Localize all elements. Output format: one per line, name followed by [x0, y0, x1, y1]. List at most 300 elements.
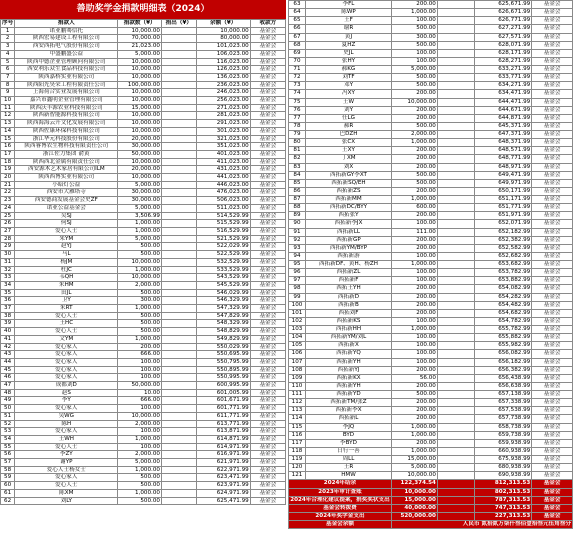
- recipient-cell: 基金会: [532, 74, 573, 82]
- donor-cell: 爱心人士: [15, 227, 118, 235]
- summary-balance-cell: 227,313.53: [475, 512, 532, 520]
- balance-cell: 80,000.00: [196, 35, 250, 43]
- donor-cell: 爱心家人: [15, 474, 118, 482]
- recipient-cell: 基金会: [532, 98, 573, 106]
- paid-out-cell: [437, 374, 475, 382]
- amount-cell: 200.00: [391, 301, 437, 309]
- recipient-cell: 基金会: [532, 431, 573, 439]
- recipient-cell: 基金会: [250, 127, 285, 135]
- recipient-cell: 基金会: [532, 139, 573, 147]
- donor-cell: 西拓新GY李XT: [305, 171, 391, 179]
- recipient-cell: 基金会: [250, 489, 285, 497]
- index-cell: 38: [1, 312, 15, 320]
- balance-cell: 533,529.99: [196, 266, 250, 274]
- paid-out-cell: [161, 374, 196, 382]
- donor-cell: 夏HZ: [305, 41, 391, 49]
- recipient-cell: 基金会: [250, 497, 285, 505]
- amount-cell: 100.00: [118, 358, 162, 366]
- paid-out-cell: [161, 135, 196, 143]
- paid-out-cell: [161, 497, 196, 505]
- summary-recipient-cell: 基金会: [532, 496, 573, 504]
- index-cell: 36: [1, 297, 15, 305]
- amount-cell: 1,000.00: [391, 139, 437, 147]
- index-cell: 32: [1, 266, 15, 274]
- amount-cell: 5,000.00: [118, 235, 162, 243]
- balance-cell: 291,023.00: [196, 120, 250, 128]
- index-cell: 118: [289, 447, 306, 455]
- amount-cell: 5,000.00: [118, 181, 162, 189]
- recipient-cell: 基金会: [250, 181, 285, 189]
- paid-out-cell: [437, 196, 475, 204]
- donor-cell: 西拓新X: [305, 342, 391, 350]
- amount-cell: 21,023.00: [118, 43, 162, 51]
- balance-cell: 690,938.99: [475, 472, 532, 480]
- index-cell: 22: [1, 189, 15, 197]
- donor-cell: 陕西中德企业管理顾问有限公司: [15, 58, 118, 66]
- recipient-cell: 基金会: [532, 33, 573, 41]
- index-cell: 57: [1, 459, 15, 467]
- balance-cell: 655,882.99: [475, 334, 532, 342]
- index-cell: 60: [1, 482, 15, 490]
- donor-cell: 日行一善: [305, 447, 391, 455]
- table-row: [1, 366, 286, 374]
- recipient-cell: 基金会: [532, 472, 573, 480]
- index-cell: 47: [1, 382, 15, 390]
- table-row: [289, 261, 573, 269]
- table-row: [289, 252, 573, 260]
- donor-cell: 浙江华元科技股份有限公司: [15, 135, 118, 143]
- paid-out-cell: [161, 420, 196, 428]
- recipient-cell: 基金会: [250, 466, 285, 474]
- table-row: [289, 41, 573, 49]
- paid-out-cell: [437, 277, 475, 285]
- col-header-amount: 捐款数（¥）: [118, 20, 162, 28]
- index-cell: 87: [289, 196, 306, 204]
- index-cell: 108: [289, 366, 306, 374]
- table-row: [1, 158, 286, 166]
- donor-cell: 刘X: [305, 163, 391, 171]
- table-row: [1, 120, 286, 128]
- paid-out-cell: [161, 58, 196, 66]
- table-row: [289, 342, 573, 350]
- donor-cell: 周LL: [305, 456, 391, 464]
- balance-cell: 648,971.99: [475, 163, 532, 171]
- donor-cell: 爱心人士杨女士: [15, 466, 118, 474]
- recipient-cell: 基金会: [250, 312, 285, 320]
- table-row: [1, 89, 286, 97]
- paid-out-cell: [437, 106, 475, 114]
- summary-label-cell: 2023年审计查账: [289, 488, 392, 496]
- paid-out-cell: [437, 423, 475, 431]
- recipient-cell: 基金会: [532, 49, 573, 57]
- balance-cell: 653,682.99: [475, 261, 532, 269]
- balance-cell: 648,371.99: [475, 139, 532, 147]
- balance-cell: 647,371.99: [475, 131, 532, 139]
- recipient-cell: 基金会: [250, 112, 285, 120]
- index-cell: 55: [1, 443, 15, 451]
- donor-cell: 王XY: [305, 147, 391, 155]
- table-row: [1, 482, 286, 490]
- paid-out-cell: [437, 9, 475, 17]
- paid-out-cell: [161, 328, 196, 336]
- summary-label-cell: 2024年合理化建议提案，捐奖奖状支出: [290, 496, 390, 503]
- recipient-cell: 基金会: [250, 235, 285, 243]
- summary-label-cell: 2024年结余: [289, 480, 392, 488]
- recipient-cell: 基金会: [532, 90, 573, 98]
- donor-cell: 爱心家人: [15, 374, 118, 382]
- balance-cell: 613,771.99: [196, 420, 250, 428]
- amount-cell: 500.00: [391, 25, 437, 33]
- donor-cell: 王F: [305, 17, 391, 25]
- amount-cell: 1,000.00: [391, 261, 437, 269]
- paid-out-cell: [161, 189, 196, 197]
- table-row: [289, 90, 573, 98]
- donor-cell: 邓Y: [305, 82, 391, 90]
- table-row: [289, 114, 573, 122]
- donor-cell: 李FL: [305, 1, 391, 9]
- balance-cell: 648,571.99: [475, 147, 532, 155]
- index-cell: 89: [289, 212, 306, 220]
- summary-row: [289, 504, 573, 512]
- donor-cell: 刘Y: [305, 106, 391, 114]
- balance-cell: 548,829.99: [196, 328, 250, 336]
- recipient-cell: 基金会: [532, 155, 573, 163]
- table-row: [289, 382, 573, 390]
- donor-cell: 田JL: [15, 289, 118, 297]
- table-row: [1, 35, 286, 43]
- amount-cell: 666.00: [118, 397, 162, 405]
- index-cell: 3: [1, 43, 15, 51]
- donor-cell: 西拓新ZL: [305, 269, 391, 277]
- index-cell: 50: [1, 405, 15, 413]
- index-cell: 46: [1, 374, 15, 382]
- paid-out-cell: [437, 447, 475, 455]
- paid-out-cell: [161, 181, 196, 189]
- recipient-cell: 基金会: [532, 25, 573, 33]
- donor-cell: 朱RT: [15, 305, 118, 313]
- paid-out-cell: [437, 90, 475, 98]
- donor-cell: 陕西阳光昊荣工程有限责任公司: [15, 81, 118, 89]
- table-row: [1, 358, 286, 366]
- paid-out-cell: [161, 104, 196, 112]
- donor-cell: 陈H: [15, 420, 118, 428]
- recipient-cell: 基金会: [532, 236, 573, 244]
- index-cell: 74: [289, 90, 306, 98]
- balance-cell: 136,023.00: [196, 73, 250, 81]
- recipient-cell: 基金会: [250, 382, 285, 390]
- amount-cell: 10.00: [118, 389, 162, 397]
- amount-cell: 1,000.00: [118, 466, 162, 474]
- donor-cell: 西拓新L: [305, 415, 391, 423]
- recipient-cell: 基金会: [532, 66, 573, 74]
- donor-cell: 西拓新李X: [305, 407, 391, 415]
- balance-cell: 654,782.99: [475, 317, 532, 325]
- amount-cell: 200.00: [391, 106, 437, 114]
- table-row: [1, 343, 286, 351]
- donor-cell: 西拓新ZS: [305, 187, 391, 195]
- table-row: [289, 131, 573, 139]
- recipient-cell: 基金会: [250, 204, 285, 212]
- balance-cell: 626,671.99: [475, 9, 532, 17]
- table-row: [1, 266, 286, 274]
- recipient-cell: 基金会: [532, 350, 573, 358]
- summary-label-cell: 基金会余额: [289, 521, 392, 529]
- table-row: [289, 309, 573, 317]
- donor-cell: 西拓新TM/张Z: [305, 399, 391, 407]
- recipient-cell: 基金会: [532, 220, 573, 228]
- table-row: [289, 301, 573, 309]
- table-row: [289, 334, 573, 342]
- index-cell: 63: [289, 1, 306, 9]
- paid-out-cell: [161, 66, 196, 74]
- index-cell: 25: [1, 212, 15, 220]
- recipient-cell: 基金会: [532, 204, 573, 212]
- recipient-cell: 基金会: [532, 269, 573, 277]
- donor-cell: 成都刘D: [15, 382, 118, 390]
- balance-cell: 511,023.00: [196, 204, 250, 212]
- paid-out-cell: [161, 204, 196, 212]
- table-row: [1, 251, 286, 259]
- summary-amount-cell: 40,000.00: [391, 504, 437, 512]
- table-row: [289, 326, 573, 334]
- balance-cell: 616,971.99: [196, 451, 250, 459]
- paid-out-cell: [437, 366, 475, 374]
- donor-cell: 赵YJ: [15, 243, 118, 251]
- index-cell: 106: [289, 350, 306, 358]
- index-cell: 109: [289, 374, 306, 382]
- paid-out-cell: [437, 399, 475, 407]
- table-row: [1, 181, 286, 189]
- balance-cell: 656,382.99: [475, 366, 532, 374]
- amount-cell: 100.00: [118, 405, 162, 413]
- paid-out-cell: [437, 98, 475, 106]
- recipient-cell: 基金会: [250, 297, 285, 305]
- recipient-cell: 基金会: [250, 482, 285, 490]
- balance-cell: 600,995.99: [196, 382, 250, 390]
- balance-cell: 627,571.99: [475, 33, 532, 41]
- recipient-cell: 基金会: [532, 57, 573, 65]
- paid-out-cell: [437, 236, 475, 244]
- balance-cell: 649,471.99: [475, 171, 532, 179]
- paid-out-cell: [437, 17, 475, 25]
- table-row: [289, 17, 573, 25]
- paid-out-cell: [161, 459, 196, 467]
- paid-out-cell: [437, 415, 475, 423]
- paid-out-cell: [437, 25, 475, 33]
- table-row: [1, 428, 286, 436]
- amount-cell: 1,000.00: [391, 9, 437, 17]
- balance-cell: 126,023.00: [196, 66, 250, 74]
- recipient-cell: 基金会: [250, 166, 285, 174]
- index-cell: 100: [289, 301, 306, 309]
- amount-cell: 1,000.00: [118, 220, 162, 228]
- table-row: [289, 472, 573, 480]
- summary-row: [289, 480, 573, 488]
- index-cell: 102: [289, 317, 306, 325]
- balance-cell: 654,482.99: [475, 301, 532, 309]
- recipient-cell: 基金会: [532, 456, 573, 464]
- index-cell: 58: [1, 466, 15, 474]
- index-cell: 119: [289, 456, 306, 464]
- donor-cell: 巴DZH: [305, 131, 391, 139]
- index-cell: 86: [289, 187, 306, 195]
- donor-cell: 西拓新YD: [305, 391, 391, 399]
- amount-cell: 5,000.00: [391, 464, 437, 472]
- table-row: [289, 33, 573, 41]
- summary-recipient-cell: 基金会: [532, 504, 573, 512]
- amount-cell: 200.00: [391, 407, 437, 415]
- balance-cell: 623,471.99: [196, 474, 250, 482]
- balance-cell: 657,338.99: [475, 399, 532, 407]
- paid-out-cell: [437, 1, 475, 9]
- donor-cell: 西拓新HH: [305, 326, 391, 334]
- donor-cell: 刘TF: [305, 74, 391, 82]
- recipient-cell: 基金会: [532, 171, 573, 179]
- balance-cell: 271,023.00: [196, 104, 250, 112]
- donor-cell: 爱心人士: [15, 443, 118, 451]
- amount-cell: 100.00: [391, 342, 437, 350]
- summary-note-cell: 人民币 贰拾贰万柒仟叁佰壹拾叁元伍角叁分: [391, 521, 572, 529]
- table-row: [289, 1, 573, 9]
- index-cell: 49: [1, 397, 15, 405]
- index-cell: 81: [289, 147, 306, 155]
- index-cell: 79: [289, 131, 306, 139]
- paid-out-cell: [437, 301, 475, 309]
- paid-out-cell: [437, 472, 475, 480]
- amount-cell: 500.00: [391, 41, 437, 49]
- recipient-cell: 基金会: [250, 389, 285, 397]
- balance-cell: 101,023.00: [196, 43, 250, 51]
- balance-cell: 660,938.99: [475, 447, 532, 455]
- paid-out-cell: [437, 131, 475, 139]
- amount-cell: 300.00: [118, 297, 162, 305]
- recipient-cell: 基金会: [532, 334, 573, 342]
- amount-cell: 200.00: [391, 415, 437, 423]
- amount-cell: 200.00: [391, 114, 437, 122]
- index-cell: 29: [1, 243, 15, 251]
- balance-cell: 656,182.99: [475, 358, 532, 366]
- balance-cell: 654,082.99: [475, 285, 532, 293]
- index-cell: 69: [289, 49, 306, 57]
- balance-cell: 659,938.99: [475, 439, 532, 447]
- table-row: [1, 435, 286, 443]
- amount-cell: 100.00: [391, 277, 437, 285]
- donor-cell: 西拓新MM: [305, 196, 391, 204]
- amount-cell: 500.00: [118, 243, 162, 251]
- paid-out-cell: [437, 82, 475, 90]
- paid-out-cell: [437, 74, 475, 82]
- balance-cell: 648,771.99: [475, 155, 532, 163]
- table-row: [1, 127, 286, 135]
- donor-cell: 陕西海海云升文化发展有限公司: [15, 120, 118, 128]
- col-header-donor: 捐款人: [15, 20, 118, 28]
- index-cell: 27: [1, 227, 15, 235]
- table-row: [1, 374, 286, 382]
- amount-cell: 10,000.00: [118, 158, 162, 166]
- paid-out-cell: [161, 97, 196, 105]
- paid-out-cell: [161, 305, 196, 313]
- summary-recipient-cell: 基金会: [532, 488, 573, 496]
- donor-cell: 冯XY: [305, 90, 391, 98]
- amount-cell: 10,000.00: [118, 58, 162, 66]
- amount-cell: 500.00: [391, 122, 437, 130]
- balance-cell: 549,829.99: [196, 335, 250, 343]
- table-row: [289, 204, 573, 212]
- amount-cell: 200.00: [391, 1, 437, 9]
- donor-cell: 刘LY: [15, 497, 118, 505]
- amount-cell: 100.00: [391, 334, 437, 342]
- recipient-cell: 基金会: [250, 243, 285, 251]
- table-row: [1, 397, 286, 405]
- index-cell: 115: [289, 423, 306, 431]
- paid-out-cell: [161, 397, 196, 405]
- sheet-title: 善助奖学金捐款明细表（2024）: [0, 0, 286, 19]
- summary-balance-cell: 812,313.53: [475, 480, 532, 488]
- paid-out-cell: [437, 269, 475, 277]
- table-row: [1, 81, 286, 89]
- amount-cell: 200.00: [391, 309, 437, 317]
- index-cell: 4: [1, 50, 15, 58]
- index-cell: 114: [289, 415, 306, 423]
- paid-out-cell: [161, 89, 196, 97]
- recipient-cell: 基金会: [532, 423, 573, 431]
- amount-cell: 15,000.00: [391, 456, 437, 464]
- donor-cell: 西拓新B: [305, 301, 391, 309]
- paid-out-cell: [161, 258, 196, 266]
- amount-cell: 200.00: [391, 147, 437, 155]
- balance-cell: 321,023.00: [196, 135, 250, 143]
- recipient-cell: 基金会: [532, 252, 573, 260]
- table-row: [289, 66, 573, 74]
- table-row: [1, 43, 286, 51]
- summary-label-cell: 2024年奖学金支出: [289, 512, 392, 520]
- left-panel: [0, 0, 286, 505]
- recipient-cell: 基金会: [532, 309, 573, 317]
- index-cell: 44: [1, 358, 15, 366]
- paid-out-cell: [437, 317, 475, 325]
- donor-cell: 吴SJ: [15, 212, 118, 220]
- index-cell: 64: [289, 9, 306, 17]
- index-cell: 5: [1, 58, 15, 66]
- index-cell: 111: [289, 391, 306, 399]
- balance-cell: 116,023.00: [196, 58, 250, 66]
- index-cell: 34: [1, 281, 15, 289]
- paid-out-cell: [437, 41, 475, 49]
- balance-cell: 624,971.99: [196, 489, 250, 497]
- recipient-cell: 基金会: [532, 374, 573, 382]
- table-row: [1, 382, 286, 390]
- right-panel: [288, 0, 573, 529]
- paid-out-cell: [437, 228, 475, 236]
- col-header-balance: 余额（¥）: [196, 20, 250, 28]
- summary-balance-cell: 802,313.53: [475, 488, 532, 496]
- index-cell: 85: [289, 179, 306, 187]
- paid-out-cell: [161, 143, 196, 151]
- amount-cell: 1,000.00: [118, 266, 162, 274]
- recipient-cell: 基金会: [532, 179, 573, 187]
- amount-cell: 100.00: [391, 252, 437, 260]
- paid-out-cell: [161, 227, 196, 235]
- balance-cell: 522,029.99: [196, 243, 250, 251]
- paid-out-cell: [161, 335, 196, 343]
- amount-cell: 2,000.00: [118, 281, 162, 289]
- donor-cell: 黄J: [305, 33, 391, 41]
- balance-cell: 547,329.99: [196, 305, 250, 313]
- balance-cell: 550,895.99: [196, 366, 250, 374]
- table-row: [1, 143, 286, 151]
- amount-cell: 1,000.00: [118, 335, 162, 343]
- donor-cell: 西拓刘F: [305, 309, 391, 317]
